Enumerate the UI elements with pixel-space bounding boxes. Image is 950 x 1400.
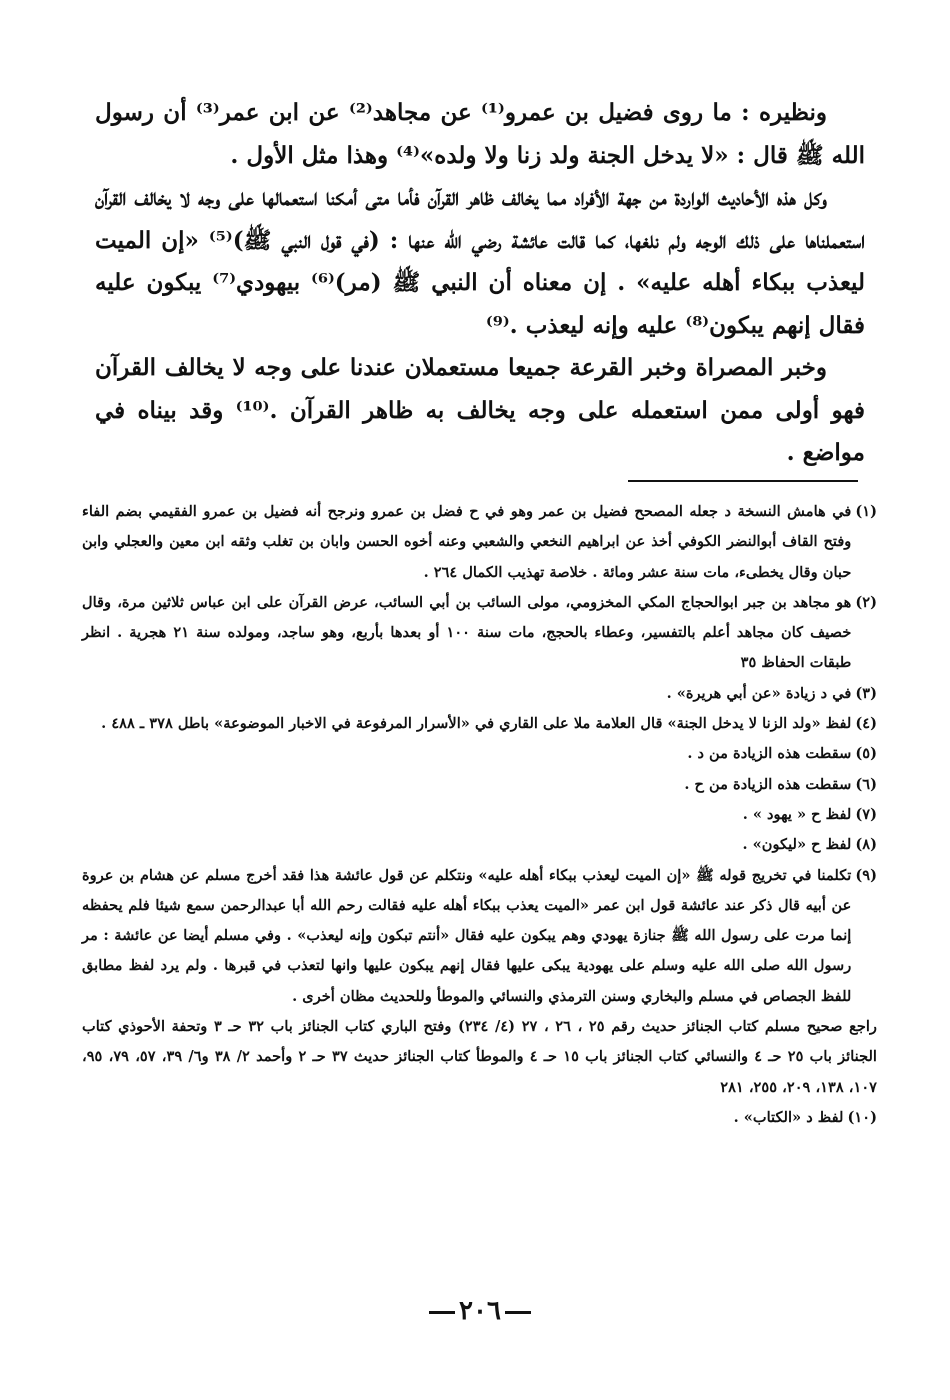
paragraph-3: وخبر المصراة وخبر القرعة جميعا مستعملان عندنا على وجه لا يخالف القرآن فهو أولى ممن استعمله على وجه يخالف به ظاهر القرآن .⁽¹⁰⁾ وقد بيناه في مواضع . — [95, 354, 865, 466]
footnote-text: تكلمنا في تخريج قوله ﷺ «إن الميت ليعذب ببكاء أهله عليه» ونتكلم عن قول عائشة هذا فقد أخرج مسلم عن هشام بن عروة عن أبيه قال ذكر عند عائشة قول ابن عمر «الميت يعذب ببكاء أهله عليه فقالت رحم الله أبا عبدالرحمن سمع شيئا فلم يحفظه إنما مرت على رسول الله ﷺ جنازة يهودي وهم يبكون عليه فقال «أنتم تبكون وإنه ليعذب» . وفي مسلم أيضا عن عائشة : مر رسول الله صلى الله عليه وسلم على يهودية يبكى عليها فقال إنهم يبكون عليها وانها لتعذب في قبرها . ولم يرد لفظ مطابق للفظ الجصاص في مسلم والبخاري وسنن الترمذي والنسائي والموطأ وللحديث مظان أخرى . — [82, 866, 852, 1005]
footnote-number: (٦) — [855, 775, 877, 793]
footnotes — [82, 497, 877, 1133]
footnote-text: لفظ «ولد الزنا لا يدخل الجنة» قال العلامة ملا على القاري في «الأسرار المرفوعة في الاخبار الموضوعة» باطل ٣٧٨ ـ ٤٨٨ . — [101, 715, 852, 733]
footnote-number: (٣) — [855, 684, 877, 702]
footnote-8 — [82, 830, 877, 860]
footnote-text: لفظ د «الكتاب» . — [733, 1108, 844, 1126]
footnote-10 — [82, 1103, 877, 1133]
footnote-text: سقطت هذه الزيادة من ح . — [684, 775, 852, 793]
footnote-5 — [82, 739, 877, 769]
footnote-number: (٩) — [855, 866, 877, 884]
footnote-text: سقطت هذه الزيادة من د . — [687, 745, 852, 763]
footnote-text: لفظ ح « يهود » . — [742, 805, 852, 823]
footnote-number: (١) — [855, 503, 877, 520]
footnote-9 — [82, 861, 877, 1012]
footnote-6 — [82, 770, 877, 800]
dash-left — [505, 1311, 531, 1314]
footnote-4 — [82, 709, 877, 739]
paragraph-1: ونظيره : ما روى فضيل بن عمرو⁽¹⁾ عن مجاهد⁽²⁾ عن ابن عمر⁽³⁾ أن رسول الله ﷺ قال : «لا يدخل الجنة ولد زنا ولا ولده»⁽⁴⁾ وهذا مثل الأول . — [95, 99, 865, 169]
paragraph-2: وكل هذه الأحاديث الواردة من جهة الأفراد مما يخالف ظاهر القرآن فأما متى أمكنا استعمالها على وجه لا يخالف القرآن استعملناها على ذلك الوجه ولم نلغها، كما قالت عائشة رضي الله عنها : (في قول النبي ﷺ)⁽⁵⁾ «إن الميت ليعذب ببكاء أهله عليه» . إن معناه أن النبي ﷺ (مر)⁽⁶⁾ بيهودي⁽⁷⁾ يبكون عليه فقال إنهم يبكون⁽⁸⁾ عليه وإنه ليعذب .⁽⁹⁾ — [95, 184, 866, 339]
footnote-separator — [628, 480, 858, 482]
footnote-7 — [82, 800, 877, 830]
footnote-text: في هامش النسخة د جعله المصحح فضيل بن عمر وهو في ح فضل بن عمرو ونرجح أنه فضيل بن عمرو الفقيمي بضم الفاء وفتح القاف أبوالنضر الكوفي أخذ عن ابراهيم النخعي والشعبي وعنه أخوه الحسن وابان بن تغلب وثقه ابن معين والعجلي وابن حبان وقال يخطىء، مات سنة عشر ومائة . خلاصة تهذيب الكمال ٢٦٤ . — [82, 503, 852, 581]
footnote-text: في د زيادة «عن أبي هريرة» . — [666, 684, 852, 702]
footnote-number: (٨) — [855, 836, 877, 854]
footnote-2 — [82, 588, 877, 679]
page-number-value: ٢٠٦ — [459, 1296, 501, 1326]
footnote-text: راجع صحيح مسلم كتاب الجنائز حديث رقم ٢٥ ، ٢٦ ، ٢٧ (٤/ ٢٣٤) وفتح الباري كتاب الجنائز باب ٣٢ حـ ٣ وتحفة الأحوذي كتاب الجنائز باب ٢٥ حـ ٤ والنسائي كتاب الجنائز باب ١٥ حـ ٤ والموطأ كتاب الجنائز حديث ٣٧ حـ ٢ وأحمد ٢/ ٣٨ و٦/ ٣٩، ٥٧، ٧٩، ٩٥، ١٠٧، ١٣٨، ٢٠٩، ٢٥٥، ٢٨١ — [82, 1018, 877, 1096]
footnote-number: (٧) — [855, 805, 877, 823]
footnote-text: هو مجاهد بن جبر ابوالحجاج المكي المخزومي، مولى السائب بن أبي السائب، عرض القرآن على ابن عباس ثلاثين مرة، وقال خصيف كان مجاهد أعلم بالتفسير، وعطاء بالحجج، مات سنة ١٠٠ أو بعدها بأربع، وهو ساجد، ومولده سنة ٢١ هجرية . انظر طبقات الحفاظ ٣٥ — [82, 593, 852, 672]
main-text — [95, 92, 865, 475]
dash-right — [429, 1311, 455, 1314]
footnote-number: (١٠) — [847, 1108, 877, 1126]
footnote-1 — [82, 497, 877, 588]
footnote-3 — [82, 679, 877, 709]
footnote-number: (٢) — [855, 593, 877, 611]
footnote-9-references — [82, 1012, 877, 1103]
footnote-text: لفظ ح «ليكون» . — [742, 836, 852, 854]
footnote-number: (٥) — [855, 745, 877, 763]
page-number — [415, 1294, 545, 1328]
footnote-number: (٤) — [855, 715, 877, 733]
